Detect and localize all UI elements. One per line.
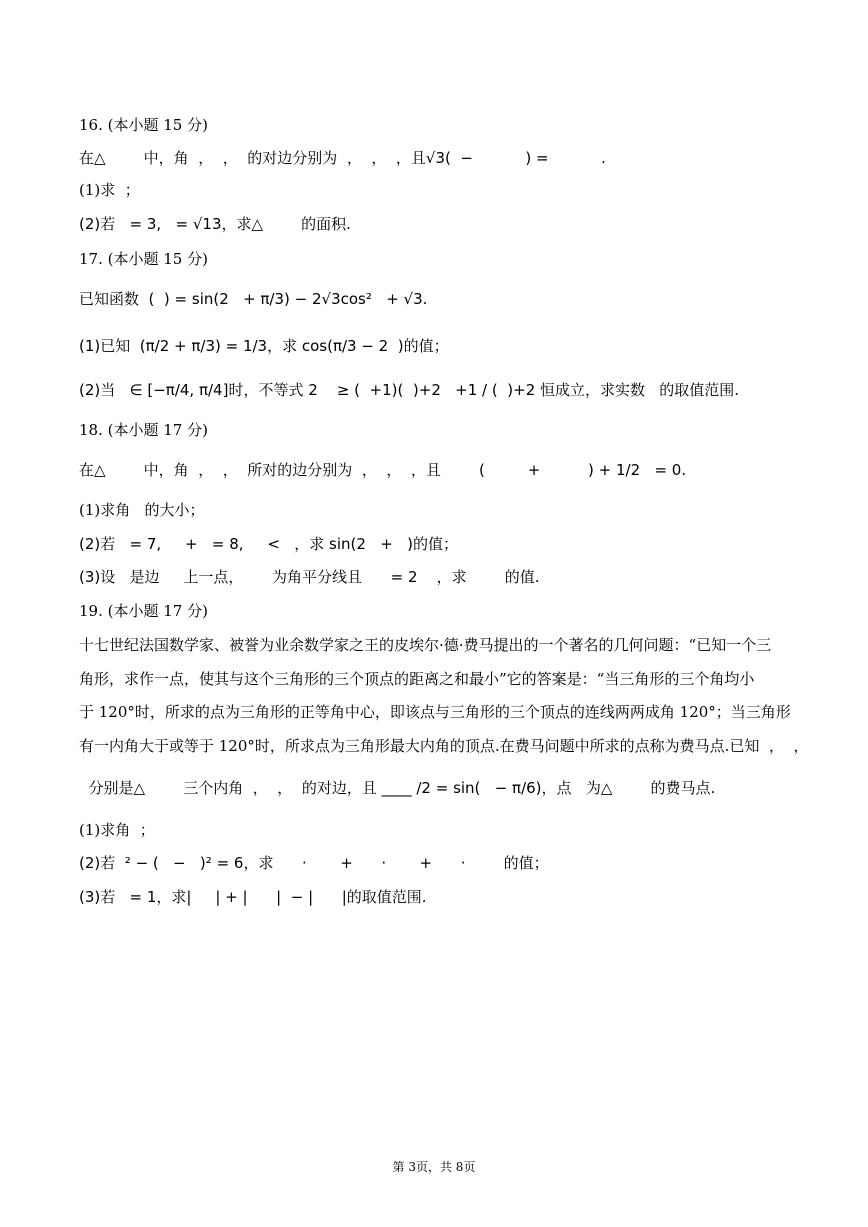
q18-part2: (2)若 = 7, + = 8, < ，求 sin(2 + )的值； — [79, 535, 458, 553]
q18-part1: (1)求角 的大小； — [79, 501, 205, 519]
q19-part3: (3)若 = 1，求| | + | | − | |的取值范围. — [79, 888, 427, 906]
q18-header: 18. (本小题 17 分) — [79, 421, 208, 439]
q17-header: 17. (本小题 15 分) — [79, 250, 208, 268]
q17-part1: (1)已知 (π/2 + π/3) = 1/3，求 cos(π/3 − 2 )的值； — [79, 337, 449, 355]
q16-header: 16. (本小题 15 分) — [79, 116, 208, 134]
q19-para-line3: 于 120°时，所求的点为三角形的正等角中心，即该点与三角形的三个顶点的连线两两成角 120°；当三角形 — [79, 703, 791, 721]
q19-part1: (1)求角 ； — [79, 821, 155, 839]
q19-part2: (2)若 ² − ( − )² = 6，求 · + · + · 的值； — [79, 854, 549, 872]
q17-part2: (2)当 ∈ [−π/4, π/4]时，不等式 2 ≥ ( +1)( )+2 +1 / ( )+2 恒成立，求实数 的取值范围. — [79, 381, 740, 399]
q19-header: 19. (本小题 17 分) — [79, 602, 208, 620]
q19-para-line4: 有一内角大于或等于 120°时，所求点为三角形最大内角的顶点.在费马问题中所求的点称为费马点.已知 ， ， — [79, 737, 809, 755]
q18-part3: (3)设 是边 上一点， 为角平分线且 = 2 ，求 的值. — [79, 568, 540, 586]
page-footer: 第 3页，共 8页 — [392, 1160, 476, 1174]
q16-part1: (1)求 ； — [79, 181, 140, 199]
q19-para-line2: 角形，求作一点，使其与这个三角形的三个顶点的距离之和最小”它的答案是：“当三角形的三个角均小 — [79, 670, 755, 688]
q16-stem: 在△ 中，角 ， ， 的对边分别为 ， ， ，且√3( − ) = . — [79, 149, 606, 167]
q19-para-line1: 十七世纪法国数学家、被誉为业余数学家之王的皮埃尔·德·费马提出的一个著名的几何问题：“已知一个三 — [79, 636, 772, 654]
q18-stem: 在△ 中，角 ， ， 所对的边分别为 ， ， ，且 ( + ) + 1/2 = 0. — [79, 461, 687, 479]
q17-stem: 已知函数 ( ) = sin(2 + π/3) − 2√3cos² + √3. — [79, 290, 428, 308]
q19-para-line5: 分别是△ 三个内角 ， ， 的对边，且 ____ /2 = sin( − π/6)，点 为△ 的费马点. — [79, 779, 716, 797]
q16-part2: (2)若 = 3, = √13，求△ 的面积. — [79, 215, 351, 233]
